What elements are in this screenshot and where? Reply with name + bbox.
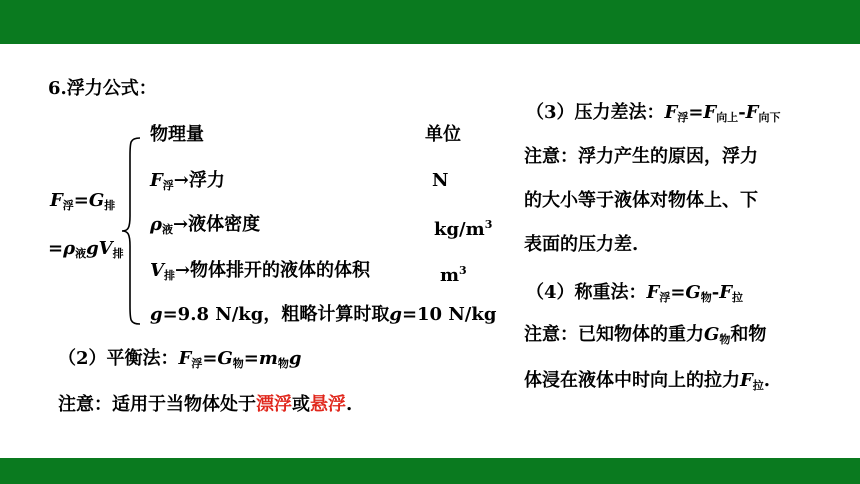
- note-pressure-line-3: 表面的压力差.: [524, 234, 639, 255]
- unit-density: $kg/m^3$: [434, 218, 493, 240]
- header-unit: 单位: [425, 124, 461, 145]
- section-title: 6.浮力公式：: [48, 78, 157, 99]
- unit-newton: N: [432, 170, 449, 191]
- method-balance: （2）平衡法：$F_浮=G_物=m_物g$: [58, 348, 302, 370]
- formula-line-2: $=\rho_液gV_排$: [48, 238, 124, 260]
- header-quantity: 物理量: [150, 124, 204, 145]
- gravity-constant-line: g=9.8 N/kg，粗略计算时取g=10 N/kg: [150, 304, 497, 325]
- row-buoyancy: $F_浮\to$浮力: [150, 170, 225, 192]
- note-weighing-line-1: 注意：已知物体的重力$G_物$和物: [524, 324, 767, 346]
- left-brace-icon: [120, 136, 142, 326]
- note-balance: 注意：适用于当物体处于漂浮或悬浮.: [58, 394, 353, 415]
- note-weighing-line-2: 体浸在液体中时向上的拉力$F_拉$.: [524, 370, 771, 392]
- method-pressure-difference: （3）压力差法：$F_浮=F_{向上}-F_{向下}$: [526, 102, 781, 124]
- bottom-banner: [0, 458, 860, 484]
- row-volume: $V_排\to$物体排开的液体的体积: [150, 260, 371, 282]
- note-pressure-line-1: 注意：浮力产生的原因，浮力: [524, 146, 758, 167]
- row-density: $\rho_液\to$液体密度: [150, 214, 261, 236]
- top-banner: [0, 0, 860, 44]
- method-weighing: （4）称重法：$F_浮=G_物-F_拉$: [526, 282, 744, 304]
- note-pressure-line-2: 的大小等于液体对物体上、下: [524, 190, 758, 211]
- formula-line-1: $F_浮=G_排$: [50, 190, 116, 212]
- unit-volume: $m^3$: [440, 264, 467, 286]
